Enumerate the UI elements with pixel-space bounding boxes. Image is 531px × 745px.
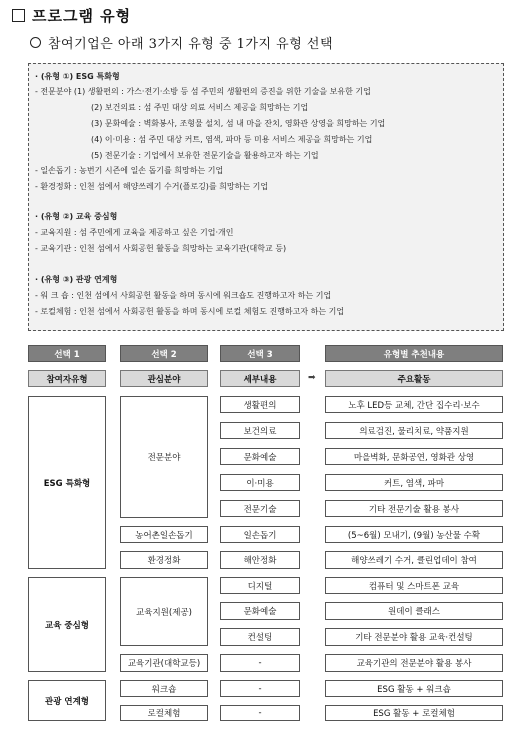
- activity-cell: 기타 전문기술 활용 봉사: [325, 500, 503, 517]
- interest-cell: 워크숍: [120, 680, 208, 697]
- activity-cell: (5~6월) 모내기, (9월) 농산물 수확: [325, 526, 503, 543]
- info-heading: · (유형 ③) 관광 연계형: [35, 275, 118, 284]
- interest-cell: 전문분야: [120, 396, 208, 518]
- detail-cell: 해안정화: [220, 551, 300, 569]
- detail-cell: 보건의료: [220, 422, 300, 439]
- page-title: 프로그램 유형: [32, 7, 132, 25]
- page-subtitle: 참여기업은 아래 3가지 유형 중 1가지 유형 선택: [48, 37, 334, 52]
- activity-cell: 마을벽화, 문화공연, 영화관 상영: [325, 448, 503, 465]
- interest-cell: 교육기관(대학교등): [120, 654, 208, 672]
- group-tourism: 관광 연계형: [28, 680, 106, 721]
- info-line: - 일손돕기 : 농번기 시즌에 일손 돕기를 희망하는 기업: [35, 166, 224, 175]
- detail-cell: -: [220, 654, 300, 672]
- header-choice-1: 선택 1: [28, 345, 106, 362]
- detail-cell: 전문기술: [220, 500, 300, 517]
- circle-bullet-icon: [30, 37, 41, 48]
- interest-cell: 교육지원(제공): [120, 577, 208, 646]
- checkbox-square-icon: [12, 9, 25, 22]
- info-heading: · (유형 ①) ESG 특화형: [35, 72, 120, 81]
- detail-cell: 컨설팅: [220, 628, 300, 646]
- detail-cell: 일손돕기: [220, 526, 300, 543]
- activity-cell: 교육기관의 전문분야 활용 봉사: [325, 654, 503, 672]
- header-recommendation: 유형별 추천내용: [325, 345, 503, 362]
- info-box: [28, 63, 504, 331]
- subheader-interest: 관심분야: [120, 370, 208, 387]
- header-choice-3: 선택 3: [220, 345, 300, 362]
- activity-cell: 해양쓰레기 수거, 클린업데이 참여: [325, 551, 503, 569]
- info-line: - 전문분야 (1) 생활편의 : 가스·전기·소방 등 섬 주민의 생활편의 증진을 위한 기술을 보유한 기업: [35, 87, 371, 96]
- interest-cell: 환경정화: [120, 551, 208, 569]
- info-line: (5) 전문기술 : 기업에서 보유한 전문기술을 활용하고자 하는 기업: [91, 151, 319, 160]
- info-line: (3) 문화예술 : 벽화봉사, 조형물 설치, 섬 내 마을 잔치, 영화관 상영을 희망하는 기업: [91, 119, 386, 128]
- activity-cell: ESG 활동 + 로컬체험: [325, 705, 503, 721]
- activity-cell: 의료검진, 물리치료, 약품지원: [325, 422, 503, 439]
- interest-cell: 로컬체험: [120, 705, 208, 721]
- detail-cell: -: [220, 680, 300, 697]
- activity-cell: ESG 활동 + 워크숍: [325, 680, 503, 697]
- arrow-right-icon: ➡: [308, 373, 316, 383]
- detail-cell: 생활편의: [220, 396, 300, 413]
- detail-cell: -: [220, 705, 300, 721]
- subheader-participant-type: 참여자유형: [28, 370, 106, 387]
- group-education: 교육 중심형: [28, 577, 106, 672]
- detail-cell: 이·미용: [220, 474, 300, 491]
- activity-cell: 컴퓨터 및 스마트폰 교육: [325, 577, 503, 594]
- detail-cell: 문화예술: [220, 602, 300, 620]
- detail-cell: 문화예술: [220, 448, 300, 465]
- activity-cell: 원데이 클래스: [325, 602, 503, 620]
- group-esg: ESG 특화형: [28, 396, 106, 569]
- subheader-detail: 세부내용: [220, 370, 300, 387]
- info-line: (4) 이·미용 : 섬 주민 대상 커트, 염색, 파마 등 미용 서비스 제공을 희망하는 기업: [91, 135, 373, 144]
- info-line: - 환경정화 : 인천 섬에서 해양쓰레기 수거(플로깅)를 희망하는 기업: [35, 182, 269, 191]
- activity-cell: 기타 전문분야 활용 교육·컨설팅: [325, 628, 503, 646]
- interest-cell: 농어촌일손돕기: [120, 526, 208, 543]
- info-line: - 교육지원 : 섬 주민에게 교육을 제공하고 싶은 기업·개인: [35, 228, 234, 237]
- subheader-main-activity: 주요활동: [325, 370, 503, 387]
- info-line: (2) 보건의료 : 섬 주민 대상 의료 서비스 제공을 희망하는 기업: [91, 103, 309, 112]
- info-line: - 로컬체험 : 인천 섬에서 사회공헌 활동을 하며 동시에 로컬 체험도 진행하고자 하는 기업: [35, 307, 345, 316]
- activity-cell: 노후 LED등 교체, 간단 집수리·보수: [325, 396, 503, 413]
- info-line: - 워 크 숍 : 인천 섬에서 사회공헌 활동을 하며 동시에 워크숍도 진행하고자 하는 기업: [35, 291, 332, 300]
- info-heading: · (유형 ②) 교육 중심형: [35, 212, 118, 221]
- detail-cell: 디지털: [220, 577, 300, 594]
- info-line: - 교육기관 : 인천 섬에서 사회공헌 활동을 희망하는 교육기관(대학교 등): [35, 244, 287, 253]
- activity-cell: 커트, 염색, 파마: [325, 474, 503, 491]
- header-choice-2: 선택 2: [120, 345, 208, 362]
